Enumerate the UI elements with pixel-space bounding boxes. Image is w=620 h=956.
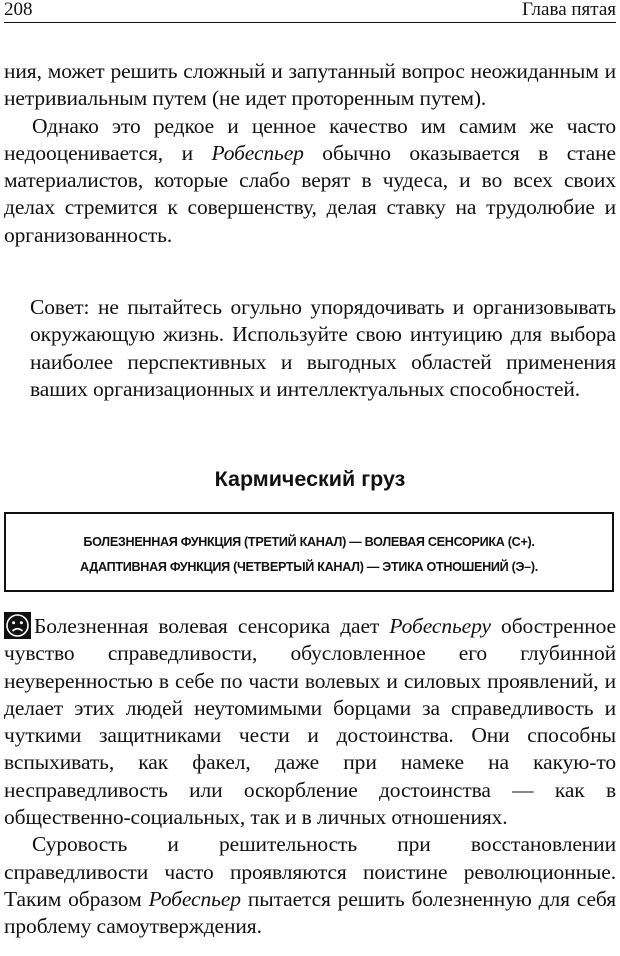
paragraph-text: Однако это редкое и ценное качество им самим же часто недооценивается, и [4, 113, 616, 165]
paragraph [4, 831, 616, 940]
paragraph-text: Суровость и решительность при восстановлении справедливости часто проявляются поистине революционные. Таким образом [4, 832, 616, 911]
paragraph-text: обостренное чувство справедливости, обусловленное его глубинной неуверенностью в себе по части волевых и силовых проявлений, и делает этих людей неутомимыми борцами за справедливость и чуткими защитниками чести и достоинства. Они способны вспыхивать, как факел, даже при намеке на какую-то несправедливость или оскорбление достоинства — как в общественно-социальных, так и в личных отношениях. [4, 614, 616, 830]
type-name: Робеспьер [211, 140, 304, 165]
function-line-painful: БОЛЕЗНЕННАЯ ФУНКЦИЯ (ТРЕТИЙ КАНАЛ) — ВОЛЕВАЯ СЕНСОРИКА (С+). [83, 535, 535, 549]
paragraph [4, 612, 616, 831]
function-line-adaptive: АДАПТИВНАЯ ФУНКЦИЯ (ЧЕТВЕРТЫЙ КАНАЛ) — ЭТИКА ОТНОШЕНИЙ (Э–). [80, 560, 538, 574]
body-text-bottom [4, 612, 616, 941]
type-name: Робеспьер [148, 886, 241, 911]
sad-face-icon [4, 612, 31, 639]
page-number: 208 [4, 0, 33, 20]
function-box [4, 512, 614, 592]
type-name: Робеспьеру [389, 614, 491, 638]
advice-paragraph [30, 294, 616, 403]
page-header [4, 0, 616, 23]
paragraph-text: Болезненная волевая сенсорика дает [34, 614, 390, 638]
section-title: Кармический груз [214, 467, 406, 491]
paragraph-text: пытается решить болезненную для себя проблему самоутверждения. [4, 886, 616, 939]
paragraph-text: обычно оказывается в стане материалистов, которые слабо верят в чудеса, и во всех своих делах стремится к совершенству, делая ставку на трудолюбие и организованность. [4, 140, 616, 247]
paragraph [4, 113, 616, 249]
paragraph-continuation: ния, может решить сложный и запутанный вопрос неожиданным и нетривиальным путем (не идет проторенным путем). [4, 59, 616, 111]
body-text-top [4, 58, 616, 249]
advice-text: Совет: не пытайтесь огульно упорядочивать и организовывать окружающую жизнь. Используйте свою интуицию для выбора наиболее перспективных и выгодных областей применения ваших организационных и интеллектуальных способностей. [30, 295, 616, 401]
chapter-title: Глава пятая [522, 0, 616, 20]
